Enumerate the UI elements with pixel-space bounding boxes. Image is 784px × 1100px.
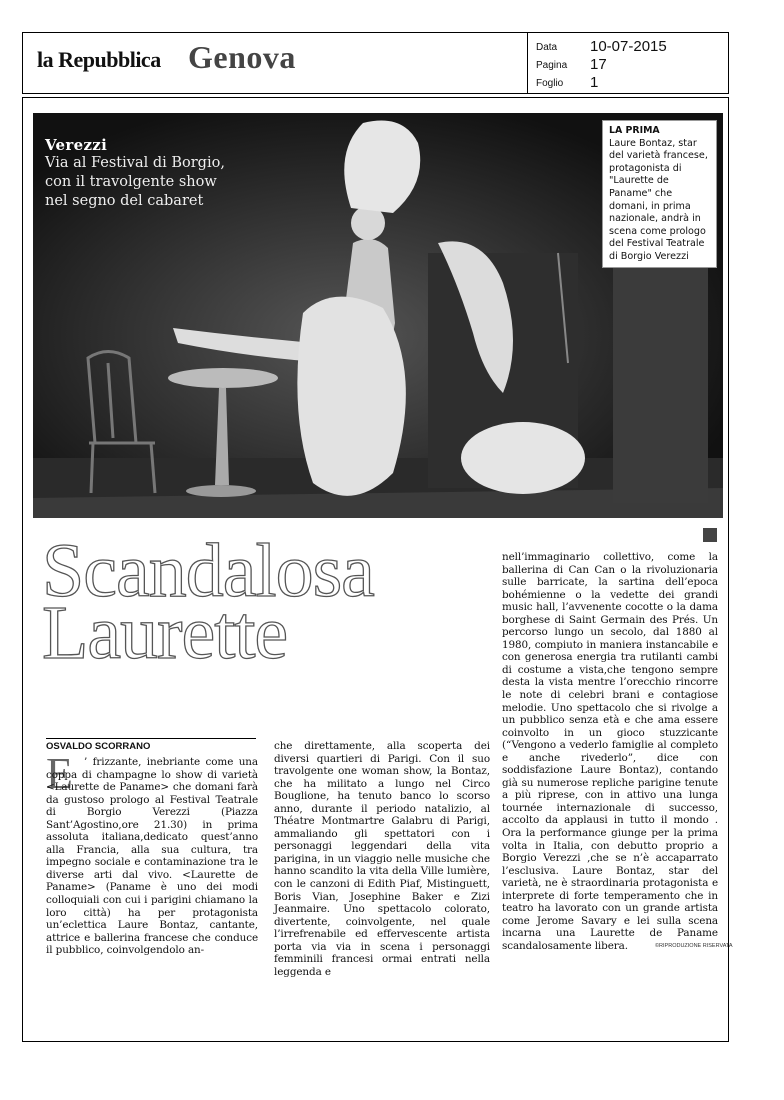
headline-line: Laurette — [42, 591, 288, 675]
publication-name: la Repubblica — [37, 47, 161, 72]
article-column-1: ’ frizzante, inebriante come una coppa di champagne lo show di varietà <Laurette de Paname> che domani farà da gustoso prologo al Festival Teatrale di Borgio Verezzi (Piazza Sant’Agostino,ore 21.30) in prima assoluta italiana,dedicato quest’anno alla Francia, alla sua cultura, tra impegno sociale e contaminazione tra le diverse arti dal vivo. <Laurette de Paname> (Paname è uno dei modi colloquiali con cui i parigini chiamano la loro città) ha per protagonista un’eclettica Laure Bontaz, cantante, attrice e ballerina francese che conduce il pubblico, coinvolgendolo an- — [46, 756, 258, 957]
meta-label: Data — [536, 42, 558, 53]
headline — [42, 529, 374, 675]
meta-box — [527, 32, 729, 94]
meta-value: 17 — [590, 56, 607, 73]
kicker-name: Verezzi — [45, 136, 108, 154]
article-column-3: nell’immaginario collettivo, come la ballerina di Can Can o la rivoluzionaria sulle barricate, la sartina dell’epoca bohémienne o la vedette dei grandi music hall, l’avvenente cocotte o la dama borghese di Saint Germain des Prés. Un percorso lungo un secolo, dal 1880 al 1980, compiuto in maniera instancabile e con generosa energia tra rutilanti cambi di costume a vista,che tengono sempre desta la vista mentre l’orecchio rincorre le note di celebri brani e contagiose melodie. Uno spettacolo che si rivolge a un pubblico senza età e che ama essere coinvolto in un gioco stuzzicante (“Vengono a vederlo famiglie al completo e anche rivederlo”, dice con soddisfazione Laure Bontaz), contando già su numerose repliche parigine tenute a più riprese, con in attivo una lunga tournée internazionale di successo, accolto da applausi in tutto il mondo . Ora la performance giunge per la prima volta in Italia, con debutto proprio a Borgio Verezzi ,che se n’è accaparrato l’esclusiva. Laure Bontaz, star del varietà, ne è straordinaria protagonista e interprete di forte temperamento che in teatro ha lavorato con un grande artista come Jerome Savary e lei sulla scena incarna una Laurette de Paname scandalosamente libera. — [502, 551, 718, 952]
kicker-line: nel segno del cabaret — [45, 193, 204, 209]
meta-sheet — [536, 74, 726, 92]
photo-kicker — [45, 136, 225, 211]
byline: OSVALDO SCORRANO — [46, 738, 256, 752]
kicker-line: Via al Festival di Borgio, — [45, 155, 225, 171]
meta-value: 1 — [590, 74, 599, 91]
meta-label: Foglio — [536, 78, 564, 89]
decorative-square — [703, 528, 717, 542]
meta-label: Pagina — [536, 60, 568, 71]
meta-value: 10-07-2015 — [590, 38, 667, 55]
caption-text: Laure Bontaz, star del varietà francese, protagonista di "Laurette de Paname" che domani, in prima nazionale, andrà in scena come prologo del Festival Teatrale di Borgio Verezzi — [609, 137, 708, 262]
meta-page — [536, 56, 726, 74]
copyright-credit: ©RIPRODUZIONE RISERVATA — [655, 943, 733, 949]
section-name: Genova — [188, 39, 296, 75]
caption-title: LA PRIMA — [609, 125, 660, 136]
masthead-box — [22, 32, 528, 94]
meta-date — [536, 38, 726, 56]
photo-caption — [602, 120, 717, 268]
article-column-2: che direttamente, alla scoperta dei diversi quartieri di Parigi. Con il suo travolgente one woman show, la Bontaz, che ha militato a lungo nel Circo Bouglione, ha tenuto banco lo scorso anno, durante il periodo natalizio, al Théatre Montmartre Galabru di Parigi, ammaliando gli spettatori con i personaggi leggendari della vita parigina, in un viaggio nelle musiche che hanno scandito la vita della Ville lumière, con le canzoni di Edith Piaf, Mistinguett, Boris Vian, Josephine Baker e Zizi Jeanmaire. Uno spettacolo colorato, divertente, coinvolgente, nel quale l’irrefrenabile ed effervescente artista porta via via in scena i personaggi femminili francesi ormai entrati nella leggenda e — [274, 740, 490, 978]
drop-cap: E — [46, 749, 73, 798]
headline-line: Scandalosa — [42, 529, 374, 613]
kicker-line: con il travolgente show — [45, 174, 217, 190]
